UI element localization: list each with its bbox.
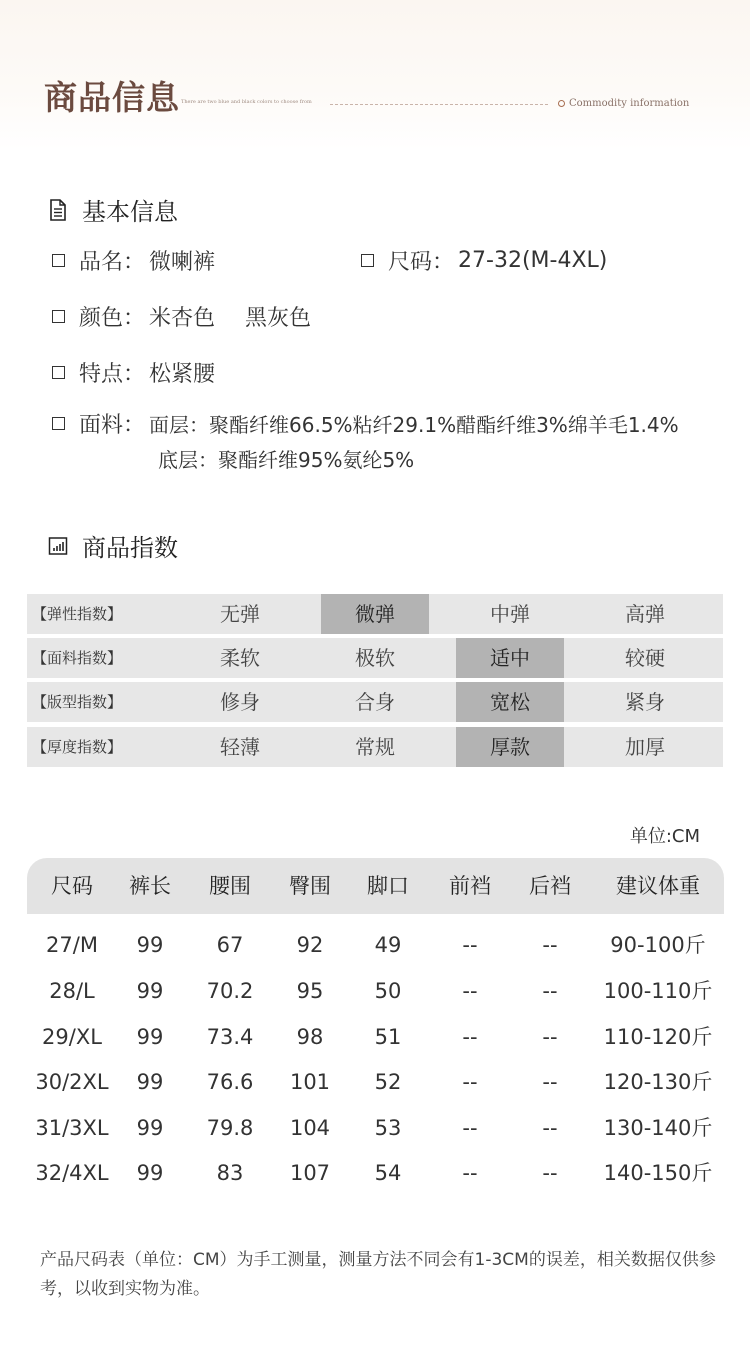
table-cell: 107	[289, 1161, 331, 1185]
table-row	[27, 1017, 724, 1057]
table-cell: 54	[374, 1161, 402, 1185]
table-cell: 100-110斤	[603, 979, 713, 1003]
table-cell: 28/L	[49, 979, 95, 1003]
table-cell: 140-150斤	[603, 1161, 713, 1185]
header-cell: 后裆	[529, 874, 571, 898]
table-cell: --	[542, 1116, 558, 1140]
table-cell: 53	[374, 1116, 402, 1140]
fabric-row	[52, 408, 679, 439]
product-name-row	[52, 245, 215, 276]
color-value-gray: 黑灰色	[245, 306, 312, 331]
unit-label: 单位:CM	[629, 826, 700, 847]
table-cell: 32/4XL	[35, 1161, 109, 1185]
index-option: 无弹	[220, 602, 260, 626]
table-cell: 98	[296, 1025, 324, 1049]
index-option-selected: 宽松	[456, 682, 564, 722]
checkbox-icon	[52, 417, 65, 430]
table-cell: 31/3XL	[35, 1116, 109, 1140]
basic-info-title: 基本信息	[82, 198, 178, 226]
size-value: 27-32(M-4XL)	[458, 248, 608, 273]
index-option: 中弹	[490, 602, 530, 626]
color-row	[52, 301, 311, 332]
index-option: 柔软	[220, 646, 260, 670]
table-cell: 120-130斤	[603, 1070, 713, 1094]
checkbox-icon	[52, 254, 65, 267]
size-label: 尺码：	[388, 250, 455, 275]
table-cell: 50	[374, 979, 402, 1003]
header-cell: 前裆	[449, 874, 491, 898]
table-cell: 92	[296, 933, 324, 957]
table-cell: 73.4	[206, 1025, 254, 1049]
fabric-label: 面料：	[79, 413, 146, 438]
index-option: 紧身	[625, 690, 665, 714]
table-cell: --	[542, 933, 558, 957]
table-cell: --	[462, 1025, 478, 1049]
table-cell: 27/M	[46, 933, 98, 957]
index-row-fabric	[27, 638, 723, 678]
index-row-fit	[27, 682, 723, 722]
index-row-label: 【弹性指数】	[32, 605, 123, 623]
index-option: 常规	[355, 735, 395, 759]
table-cell: 95	[296, 979, 324, 1003]
product-name-label: 品名：	[79, 250, 146, 275]
color-value-beige: 米杏色	[149, 306, 216, 331]
checkbox-icon	[52, 366, 65, 379]
table-cell: 99	[136, 1025, 164, 1049]
table-cell: 99	[136, 1161, 164, 1185]
bar-chart-icon	[48, 535, 68, 557]
index-option-selected: 适中	[456, 638, 564, 678]
index-row-label: 【面料指数】	[32, 649, 123, 667]
table-row	[27, 971, 724, 1011]
table-cell: --	[462, 1116, 478, 1140]
table-cell: 110-120斤	[603, 1025, 713, 1049]
table-cell: --	[542, 1070, 558, 1094]
circle-bullet-icon	[558, 100, 565, 107]
table-cell: --	[462, 933, 478, 957]
header-cell: 尺码	[51, 874, 93, 898]
table-cell: 76.6	[206, 1070, 254, 1094]
table-cell: 49	[374, 933, 402, 957]
color-label: 颜色：	[79, 306, 146, 331]
title-tagline: There are two blue and black colors to choose from	[181, 99, 312, 105]
feature-row	[52, 357, 215, 388]
basic-info-heading	[48, 192, 178, 227]
table-cell: 83	[216, 1161, 244, 1185]
page-title: 商品信息	[44, 78, 180, 117]
product-index-heading	[48, 528, 178, 563]
header-cell: 建议体重	[616, 874, 700, 898]
fabric-inner-layer: 底层：聚酯纤维95%氨纶5%	[158, 448, 415, 472]
table-cell: --	[542, 1025, 558, 1049]
product-name-value: 微喇裤	[149, 250, 216, 275]
table-cell: 101	[289, 1070, 331, 1094]
table-cell: --	[462, 979, 478, 1003]
index-option: 极软	[355, 646, 395, 670]
checkbox-icon	[52, 310, 65, 323]
index-row-label: 【版型指数】	[32, 693, 123, 711]
index-row-elasticity	[27, 594, 723, 634]
checkbox-icon	[361, 254, 374, 267]
table-row	[27, 925, 724, 965]
table-cell: 99	[136, 979, 164, 1003]
size-disclaimer: 产品尺码表（单位：CM）为手工测量，测量方法不同会有1-3CM的误差，相关数据仅供参考，以收到实物为准。	[40, 1250, 716, 1299]
table-cell: 90-100斤	[610, 933, 706, 957]
title-english: Commodity information	[569, 98, 690, 109]
table-cell: 67	[216, 933, 244, 957]
table-cell: 29/XL	[42, 1025, 102, 1049]
table-row	[27, 1108, 724, 1148]
table-cell: --	[542, 979, 558, 1003]
table-cell: --	[462, 1070, 478, 1094]
feature-value: 松紧腰	[149, 362, 216, 387]
fabric-outer-layer: 面层：聚酯纤维66.5%粘纤29.1%醋酯纤维3%绵羊毛1.4%	[149, 413, 679, 437]
index-option: 轻薄	[220, 735, 260, 759]
table-cell: --	[462, 1161, 478, 1185]
table-cell: 99	[136, 1070, 164, 1094]
table-cell: 104	[289, 1116, 331, 1140]
header-cell: 裤长	[129, 874, 171, 898]
header-cell: 脚口	[367, 874, 409, 898]
size-row	[361, 245, 607, 276]
table-cell: 30/2XL	[35, 1070, 109, 1094]
table-cell: 130-140斤	[603, 1116, 713, 1140]
index-option: 加厚	[625, 735, 665, 759]
product-index-title: 商品指数	[82, 534, 178, 562]
header-cell: 腰围	[209, 874, 251, 898]
table-row	[27, 1062, 724, 1102]
table-cell: 79.8	[206, 1116, 254, 1140]
index-option: 修身	[220, 690, 260, 714]
size-table-header	[27, 858, 724, 914]
index-option: 较硬	[625, 646, 665, 670]
index-row-label: 【厚度指数】	[32, 738, 123, 756]
table-cell: --	[542, 1161, 558, 1185]
table-cell: 99	[136, 933, 164, 957]
document-icon	[48, 199, 68, 221]
table-cell: 70.2	[206, 979, 254, 1003]
index-option-selected: 厚款	[456, 727, 564, 767]
title-divider	[330, 104, 548, 105]
table-cell: 99	[136, 1116, 164, 1140]
table-cell: 51	[374, 1025, 402, 1049]
header-cell: 臀围	[289, 874, 331, 898]
feature-label: 特点：	[79, 362, 146, 387]
index-option-selected: 微弹	[321, 594, 429, 634]
index-row-thickness	[27, 727, 723, 767]
index-option: 合身	[355, 690, 395, 714]
index-option: 高弹	[625, 602, 665, 626]
table-cell: 52	[374, 1070, 402, 1094]
table-row	[27, 1153, 724, 1193]
